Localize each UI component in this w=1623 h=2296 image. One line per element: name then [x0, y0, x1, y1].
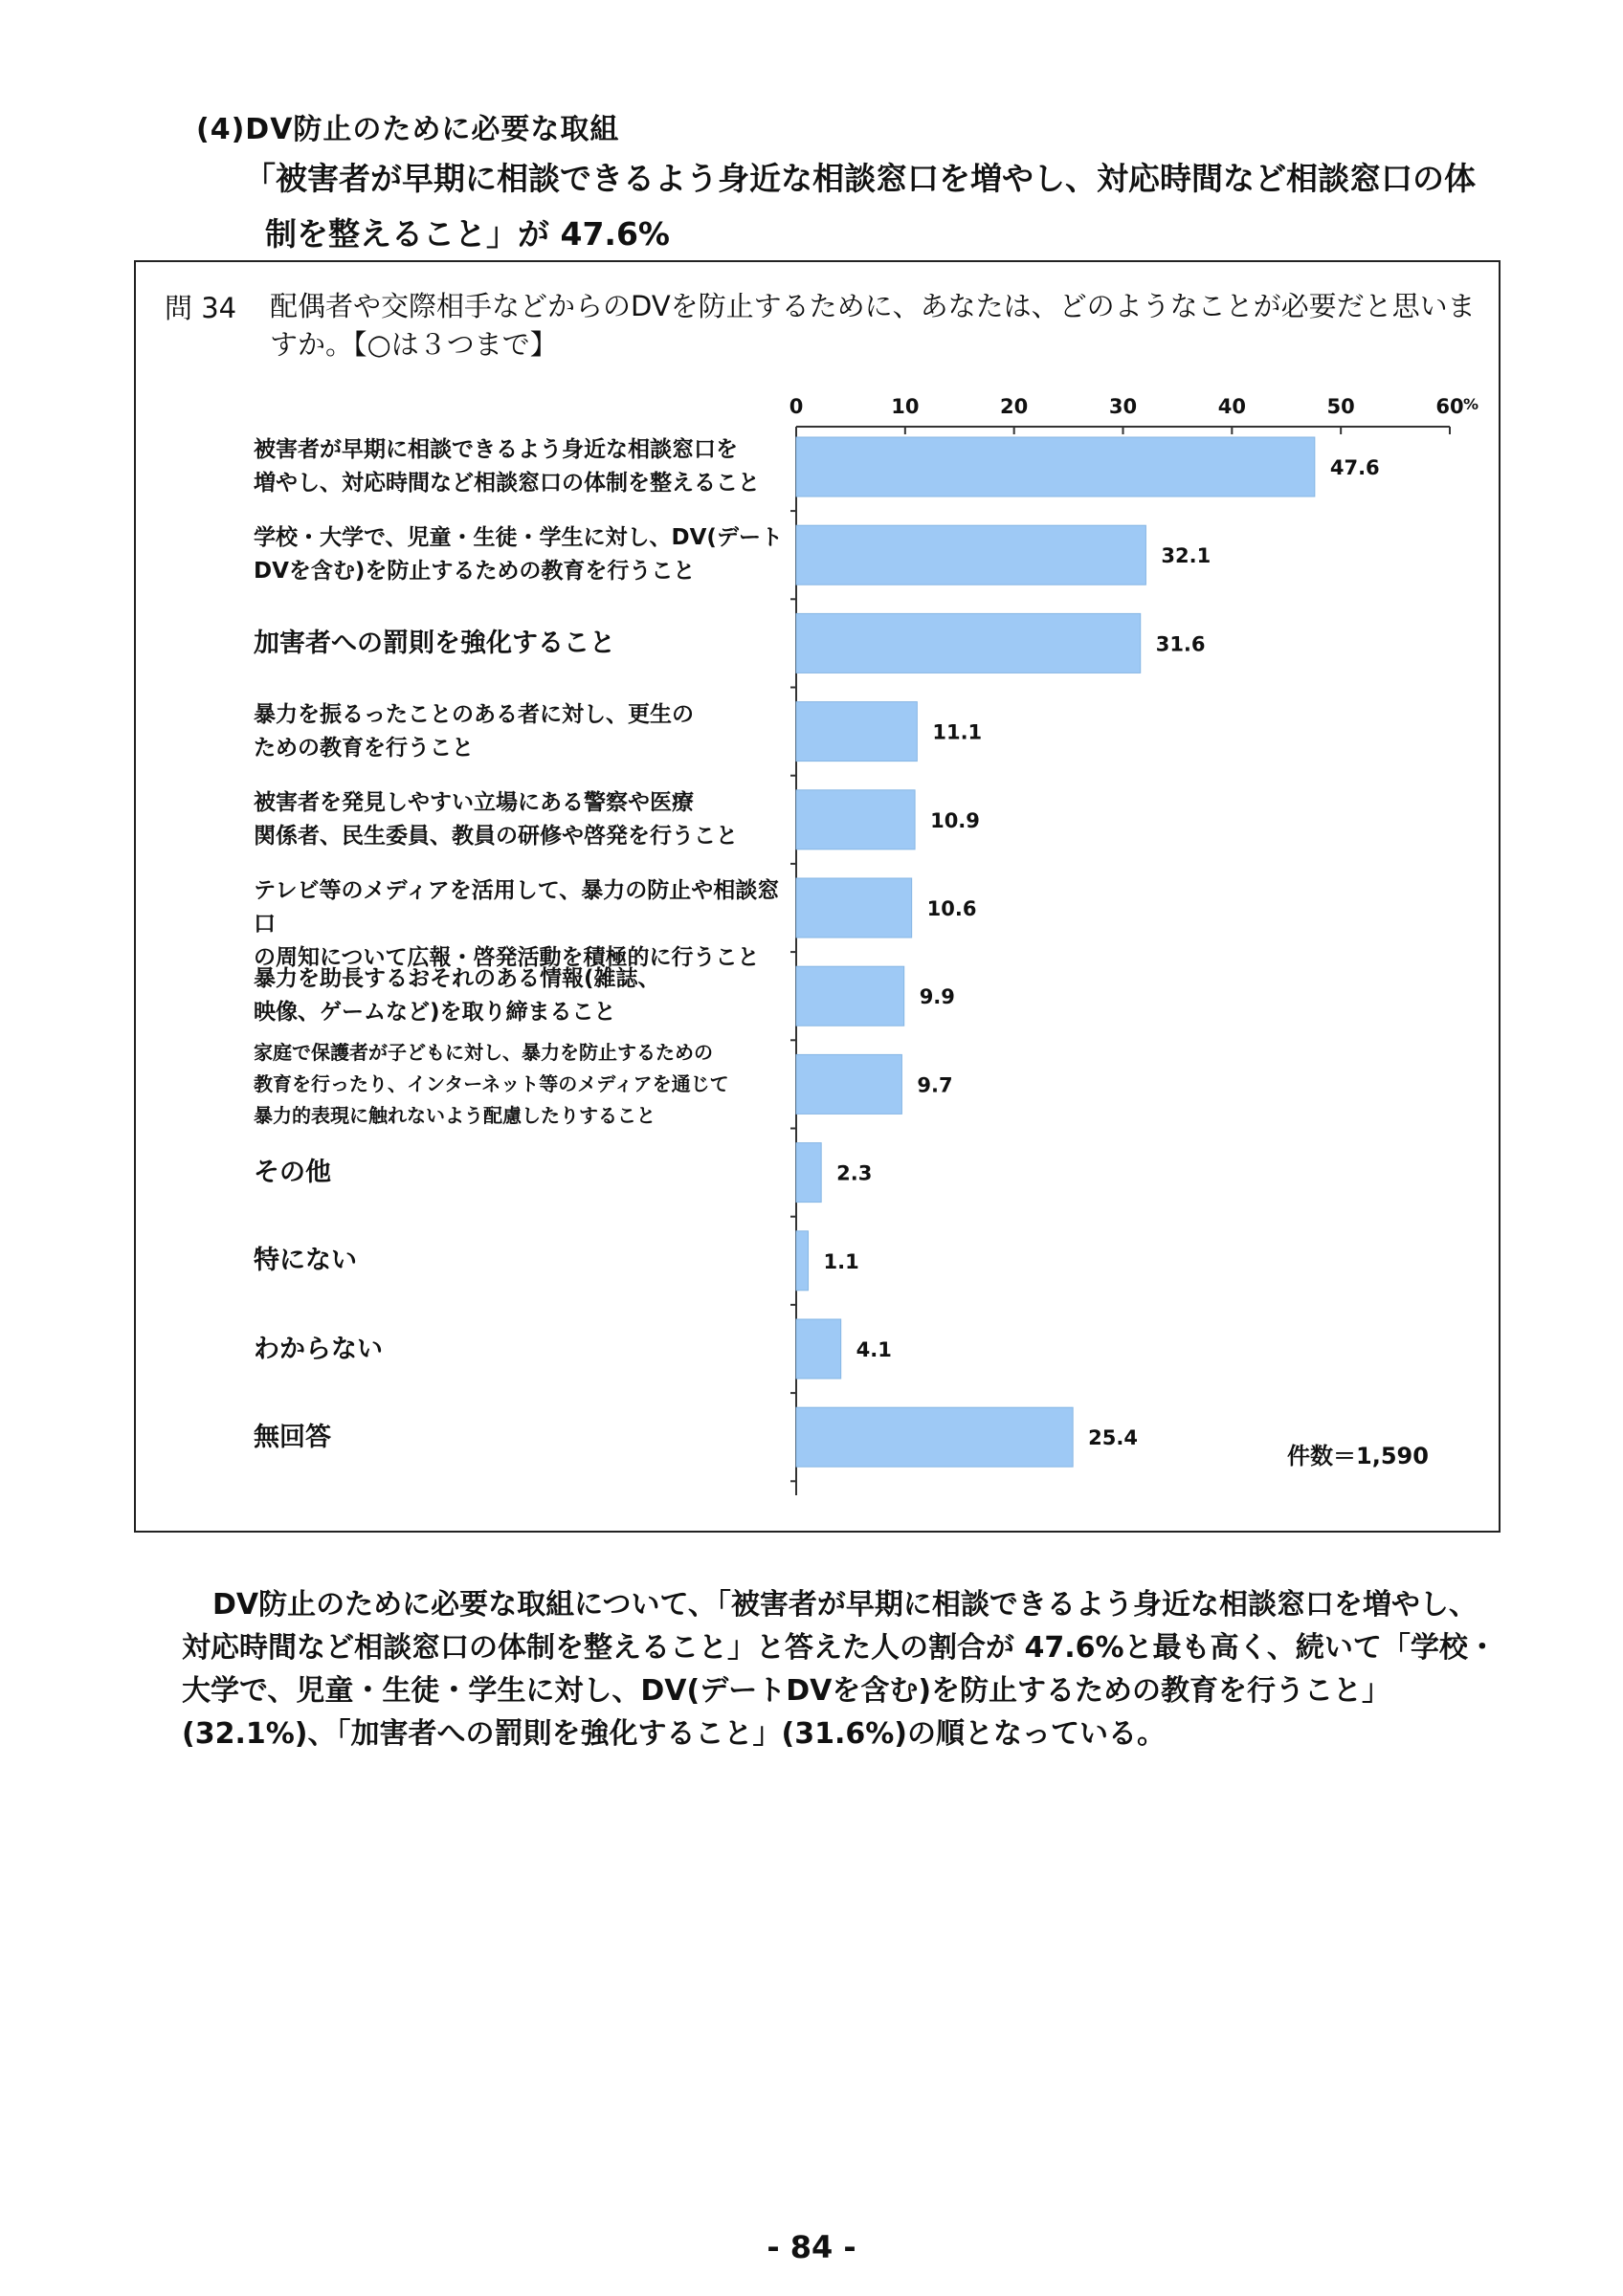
category-label-line: ための教育を行うこと	[254, 735, 474, 761]
bar	[796, 1407, 1073, 1467]
bar	[796, 790, 915, 850]
bar	[796, 1319, 841, 1379]
category-label-line: 無回答	[254, 1422, 331, 1452]
x-tick-label: 0	[789, 395, 804, 418]
category-label-line: 被害者が早期に相談できるよう身近な相談窓口を	[254, 437, 738, 462]
category-label-line: 被害者を発見しやすい立場にある警察や医療	[254, 789, 694, 815]
summary-line-2: 制を整えること」が 47.6%	[265, 215, 670, 253]
page-number: - 84 -	[767, 2229, 856, 2265]
category-label-line: 増やし、対応時間など相談窓口の体制を整えること	[254, 471, 760, 496]
category-label-line: 暴力的表現に触れないよう配慮したりすること	[254, 1103, 656, 1127]
category-label-line: 家庭で保護者が子どもに対し、暴力を防止するための	[254, 1040, 713, 1064]
x-tick-label: 20	[1000, 395, 1029, 418]
category-label-line: 関係者、民生委員、教員の研修や啓発を行うこと	[254, 823, 738, 849]
bar	[796, 878, 912, 938]
body-text: DV防止のために必要な取組について、「被害者が早期に相談できるよう身近な相談窓口を増やし、対応時間など相談窓口の体制を整えること」と答えた人の割合が 47.6%と最も高く、続いて「学校・大学で、児童・生徒・学生に対し、DV(デートDVを含む)を防止するための教育を行うこと」(32.1%)、「加害者への罰則を強化すること」(31.6%)の順となっている。	[182, 1588, 1497, 1751]
bar-value-label: 4.1	[856, 1338, 892, 1361]
bar-value-label: 10.9	[930, 808, 980, 832]
x-tick-label: 30	[1108, 395, 1138, 418]
bar-value-label: 11.1	[932, 720, 983, 744]
bar-value-label: 2.3	[836, 1161, 873, 1185]
question-text: 配偶者や交際相手などからのDVを防止するために、あなたは、どのようなことが必要だと思いますか。【○は３つまで】	[270, 290, 1476, 361]
x-tick-label: 10	[891, 395, 920, 418]
bar-value-label: 9.9	[919, 985, 955, 1009]
bar	[796, 1143, 821, 1203]
summary-line-1: 「被害者が早期に相談できるよう身近な相談窓口を増やし、対応時間など相談窓口の体	[244, 160, 1476, 197]
bar	[796, 1054, 901, 1114]
x-tick-label: 60	[1435, 395, 1464, 418]
x-tick-label: 40	[1217, 395, 1246, 418]
bar	[796, 613, 1141, 673]
question-number: 問 34	[165, 292, 237, 324]
bar-value-label: 10.6	[926, 897, 977, 920]
bar	[796, 525, 1145, 585]
bar	[796, 437, 1315, 497]
sample-size-label: 件数＝1,590	[1287, 1443, 1429, 1469]
category-label-line: 映像、ゲームなど)を取り締まること	[254, 1000, 616, 1026]
body-paragraph	[182, 1583, 1502, 1755]
section-heading: (4)DV防止のために必要な取組	[196, 113, 620, 146]
bar-value-label: 25.4	[1088, 1426, 1138, 1450]
category-label-line: 暴力を振るったことのある者に対し、更生の	[254, 701, 694, 727]
x-tick-label: 50	[1326, 395, 1355, 418]
category-label-line: 加害者への罰則を強化すること	[254, 628, 615, 658]
bar-value-label: 9.7	[917, 1073, 953, 1097]
bar-value-label: 47.6	[1329, 456, 1380, 479]
x-axis-unit: %	[1463, 395, 1479, 413]
bar-value-label: 31.6	[1155, 632, 1206, 656]
category-label-line: 特にない	[254, 1246, 357, 1276]
bar-value-label: 1.1	[823, 1249, 859, 1273]
category-label-line: テレビ等のメディアを活用して、暴力の防止や相談窓口	[254, 878, 780, 937]
bar	[796, 966, 904, 1026]
category-label-line: 暴力を助長するおそれのある情報(雑誌、	[254, 966, 660, 992]
category-label-line: の周知について広報・啓発活動を積極的に行うこと	[254, 945, 760, 970]
bar	[796, 1231, 809, 1291]
category-label-line: 学校・大学で、児童・生徒・学生に対し、DV(デート	[254, 525, 783, 551]
bar-value-label: 32.1	[1161, 544, 1212, 568]
bar	[796, 702, 917, 762]
category-label-line: その他	[254, 1158, 331, 1188]
category-label-line: DVを含む)を防止するための教育を行うこと	[254, 559, 696, 585]
category-label-line: わからない	[254, 1334, 383, 1364]
category-label-line: 教育を行ったり、インターネット等のメディアを通じて	[254, 1071, 729, 1095]
